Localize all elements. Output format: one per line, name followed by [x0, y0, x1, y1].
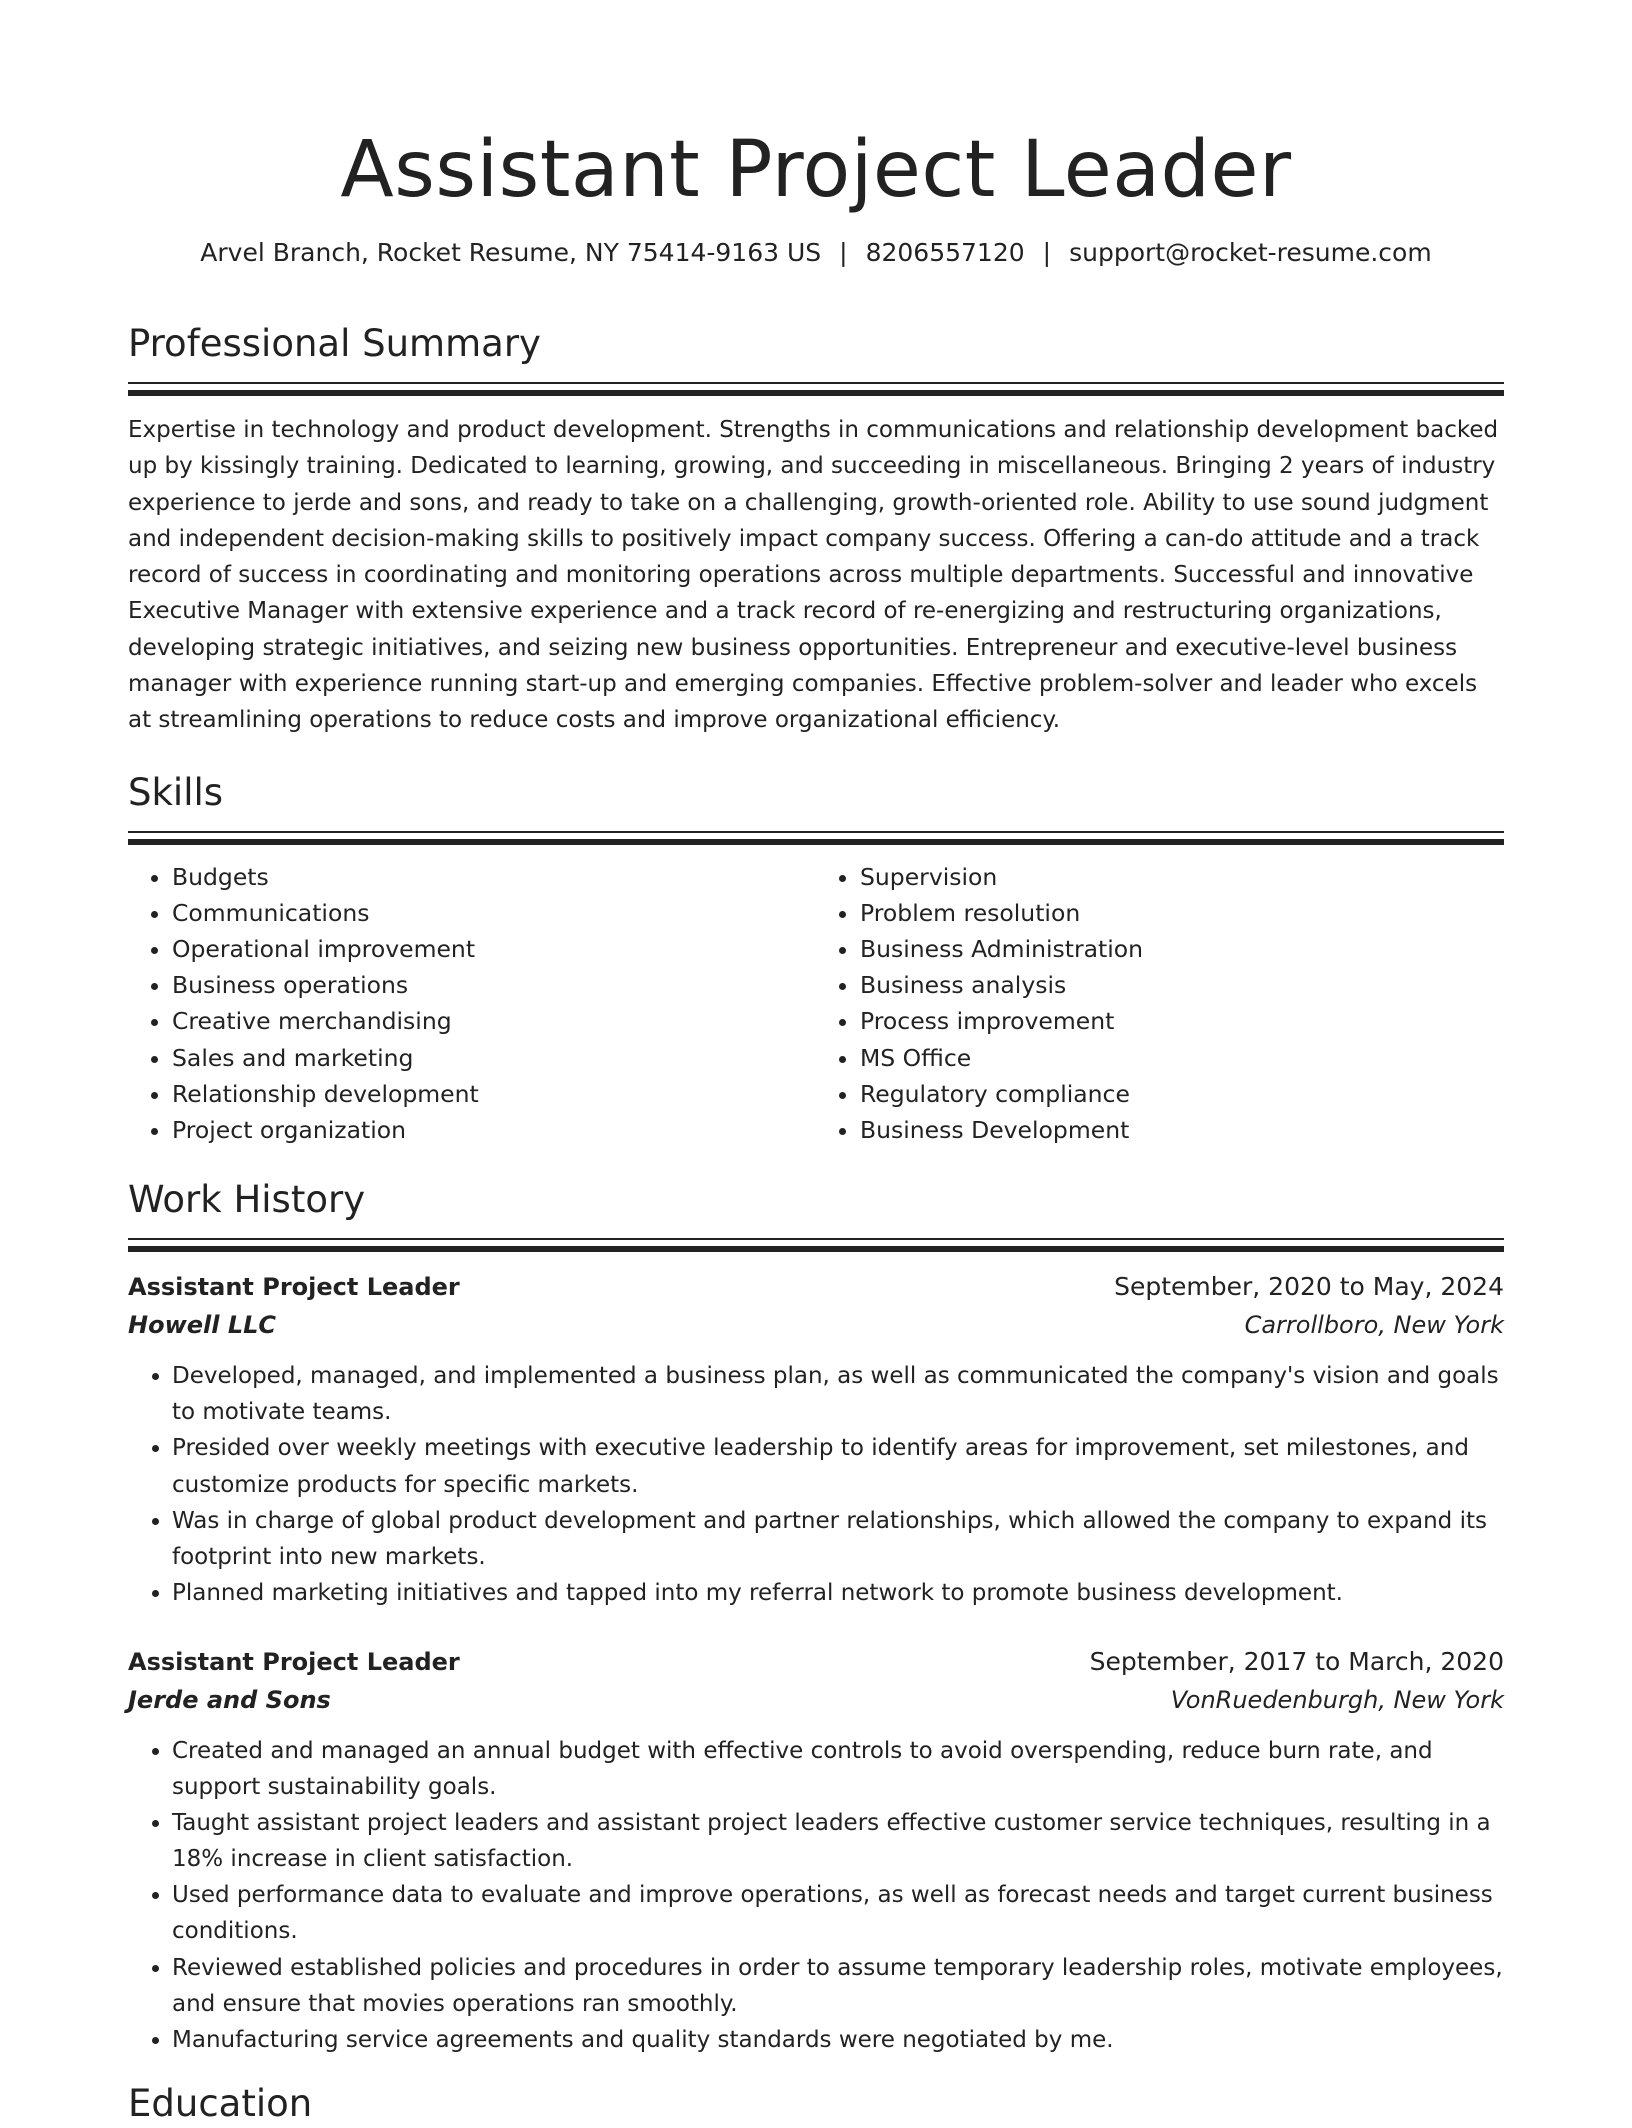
job-bullet: • Manufacturing service agreements and quality standards were negotiated by me. — [172, 2022, 1504, 2058]
section-divider — [128, 1238, 1504, 1252]
skills-heading: Skills — [128, 770, 224, 814]
work-history-section — [128, 1176, 1504, 2058]
skill-item: • Supervision — [860, 859, 1504, 895]
resume-page — [128, 120, 1504, 2128]
skill-item: • Creative merchandising — [172, 1003, 816, 1039]
job-company-row — [128, 1306, 1504, 1344]
job-company-row — [128, 1681, 1504, 1719]
education-section — [128, 2080, 1504, 2128]
job-bullet: • Developed, managed, and implemented a business plan, as well as communicated the company's vision and goals to motivate teams. — [172, 1358, 1504, 1430]
job-bullet: • Reviewed established policies and procedures in order to assume temporary leadership roles, motivate employees, and ensure that movies operations ran smoothly. — [172, 1950, 1504, 2022]
contact-separator: | — [839, 238, 848, 267]
skill-item: • Business operations — [172, 967, 816, 1003]
contact-email: support@rocket-resume.com — [1069, 238, 1432, 267]
summary-text: Expertise in technology and product development. Strengths in communications and relationship development backed up by kissingly training. Dedicated to learning, growing, and succeeding in miscellaneous. Bringing 2 years of industry experience to jerde and sons, and ready to take on a challenging, growth-oriented role. Ability to use sound judgment and independent decision-making skills to positively impact company success. Offering a can-do attitude and a track record of success in coordinating and monitoring operations across multiple departments. Successful and innovative Executive Manager with extensive experience and a track record of re-energizing and restructuring organizations, developing strategic initiatives, and seizing new business opportunities. Entrepreneur and executive-level business manager with experience running start-up and emerging companies. Effective problem-solver and leader who excels at streamlining operations to reduce costs and improve organizational efficiency. — [128, 417, 1499, 734]
summary-section — [128, 320, 1504, 739]
section-divider — [128, 382, 1504, 396]
skill-item: • Problem resolution — [860, 895, 1504, 931]
skill-item: • Sales and marketing — [172, 1040, 816, 1076]
contact-line — [128, 236, 1504, 270]
job-bullet: • Taught assistant project leaders and assistant project leaders effective customer service techniques, resulting in a 18% increase in client satisfaction. — [172, 1805, 1504, 1877]
job-dates: September, 2017 to March, 2020 — [1089, 1646, 1504, 1676]
skills-list-right — [816, 859, 1504, 1149]
job-bullets — [128, 1733, 1504, 2058]
skill-item: • Business analysis — [860, 967, 1504, 1003]
summary-heading: Professional Summary — [128, 322, 541, 365]
skill-item: • Operational improvement — [172, 931, 816, 967]
contact-separator: | — [1042, 238, 1052, 267]
education-heading: Education — [128, 2081, 313, 2125]
job-bullet: • Was in charge of global product development and partner relationships, which allowed the company to expand its footprint into new markets. — [172, 1503, 1504, 1575]
skill-item: • Process improvement — [860, 1003, 1504, 1039]
work-history-heading: Work History — [128, 1178, 366, 1222]
contact-phone: 8206557120 — [865, 238, 1025, 267]
skill-item: • Regulatory compliance — [860, 1076, 1504, 1112]
job-location: VonRuedenburgh, New York — [1170, 1685, 1504, 1714]
skill-item: • Project organization — [172, 1112, 816, 1148]
skills-section — [128, 769, 1504, 1149]
job-location: Carrollboro, New York — [1244, 1311, 1504, 1340]
skill-item: • Business Development — [860, 1112, 1504, 1148]
resume-name: Assistant Project Leader — [340, 125, 1292, 215]
job-company: Jerde and Sons — [128, 1685, 331, 1714]
job-header-row — [128, 1643, 1504, 1681]
skill-item: • Communications — [172, 895, 816, 931]
job-bullet: • Planned marketing initiatives and tapped into my referral network to promote business development. — [172, 1575, 1504, 1611]
job-entry — [128, 1643, 1504, 2058]
job-bullet: • Presided over weekly meetings with executive leadership to identify areas for improvement, set milestones, and customize products for specific markets. — [172, 1430, 1504, 1502]
skill-item: • MS Office — [860, 1040, 1504, 1076]
skills-grid — [128, 859, 1504, 1149]
job-header-row — [128, 1268, 1504, 1306]
job-title: Assistant Project Leader — [128, 1273, 460, 1302]
job-bullet: • Used performance data to evaluate and improve operations, as well as forecast needs and target current business conditions. — [172, 1877, 1504, 1949]
section-divider — [128, 831, 1504, 845]
job-bullets — [128, 1358, 1504, 1611]
job-bullet: • Created and managed an annual budget with effective controls to avoid overspending, reduce burn rate, and support sustainability goals. — [172, 1733, 1504, 1805]
job-entry — [128, 1268, 1504, 1611]
skill-item: • Relationship development — [172, 1076, 816, 1112]
skill-item: • Business Administration — [860, 931, 1504, 967]
job-title: Assistant Project Leader — [128, 1647, 460, 1676]
skill-item: • Budgets — [172, 859, 816, 895]
job-dates: September, 2020 to May, 2024 — [1114, 1272, 1504, 1302]
contact-address: Arvel Branch, Rocket Resume, NY 75414-9163 US — [200, 238, 822, 267]
skills-list-left — [128, 859, 816, 1149]
job-company: Howell LLC — [128, 1311, 277, 1340]
